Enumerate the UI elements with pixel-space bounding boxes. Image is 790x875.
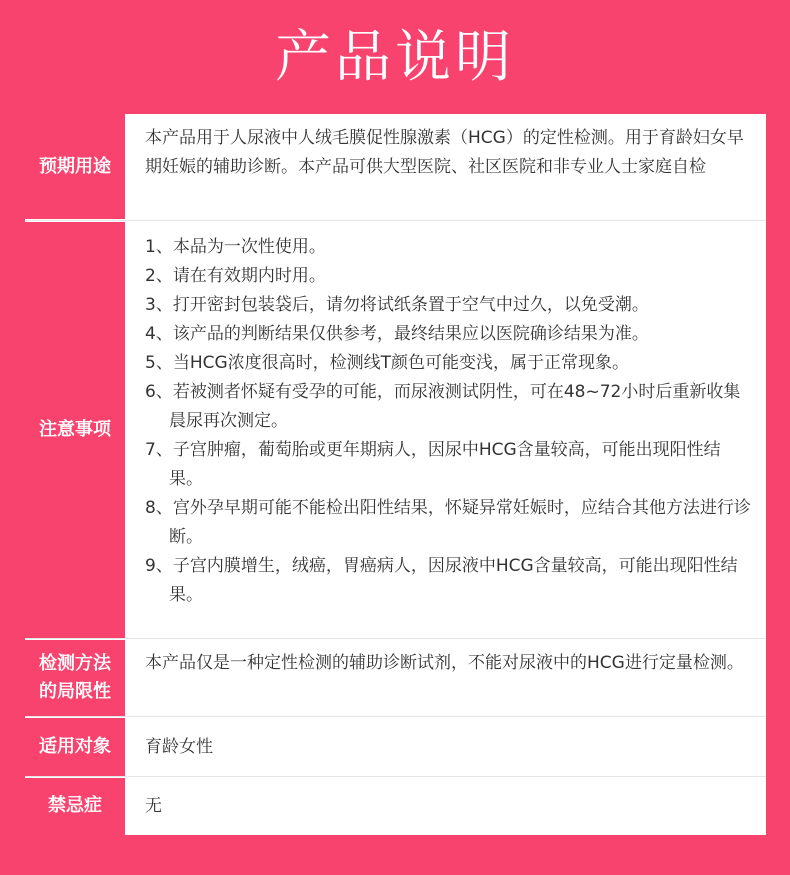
label-divider (25, 639, 125, 640)
row-method-limitations (25, 639, 766, 717)
row-content: 无 (145, 796, 162, 816)
list-item: 2、请在有效期内时用。 (145, 266, 326, 286)
list-item: 3、打开密封包装袋后，请勿将试纸条置于空气中过久，以免受潮。 (145, 295, 649, 315)
product-info-table (25, 114, 766, 835)
row-label: 检测方法 的局限性 (25, 639, 125, 716)
row-intended-use (25, 114, 766, 221)
list-item: 9、子宫内膜增生，绒癌，胃癌病人，因尿液中HCG含量较高，可能出现阳性结果。 (145, 556, 738, 605)
row-label: 注意事项 (25, 221, 125, 638)
row-label: 预期用途 (25, 114, 125, 220)
row-precautions (25, 221, 766, 639)
list-item: 6、若被测者怀疑有受孕的可能，而尿液测试阴性，可在48~72小时后重新收集晨尿再次测定。 (145, 382, 741, 431)
label-divider (25, 221, 125, 222)
list-item: 1、本品为一次性使用。 (145, 237, 326, 257)
label-divider (25, 777, 125, 778)
row-content: 本产品仅是一种定性检测的辅助诊断试剂，不能对尿液中的HCG进行定量检测。 (145, 653, 744, 673)
label-divider (25, 717, 125, 718)
row-contraindications (25, 777, 766, 835)
list-item: 7、子宫肿瘤，葡萄胎或更年期病人，因尿中HCG含量较高，可能出现阳性结果。 (145, 440, 721, 489)
row-content: 本产品用于人尿液中人绒毛膜促性腺激素（HCG）的定性检测。用于育龄妇女早期妊娠的辅助诊断。本产品可供大型医院、社区医院和非专业人士家庭自检 (145, 128, 744, 177)
row-label: 禁忌症 (25, 777, 125, 835)
list-item: 4、该产品的判断结果仅供参考，最终结果应以医院确诊结果为准。 (145, 324, 649, 344)
row-label: 适用对象 (25, 717, 125, 776)
page-title: 产品说明 (275, 25, 515, 90)
precautions-list (145, 233, 754, 610)
list-item: 8、宫外孕早期可能不能检出阳性结果，怀疑异常妊娠时，应结合其他方法进行诊断。 (145, 498, 751, 547)
row-target-users (25, 717, 766, 777)
row-content: 育龄女性 (145, 737, 213, 757)
list-item: 5、当HCG浓度很高时，检测线T颜色可能变浅，属于正常现象。 (145, 353, 630, 373)
